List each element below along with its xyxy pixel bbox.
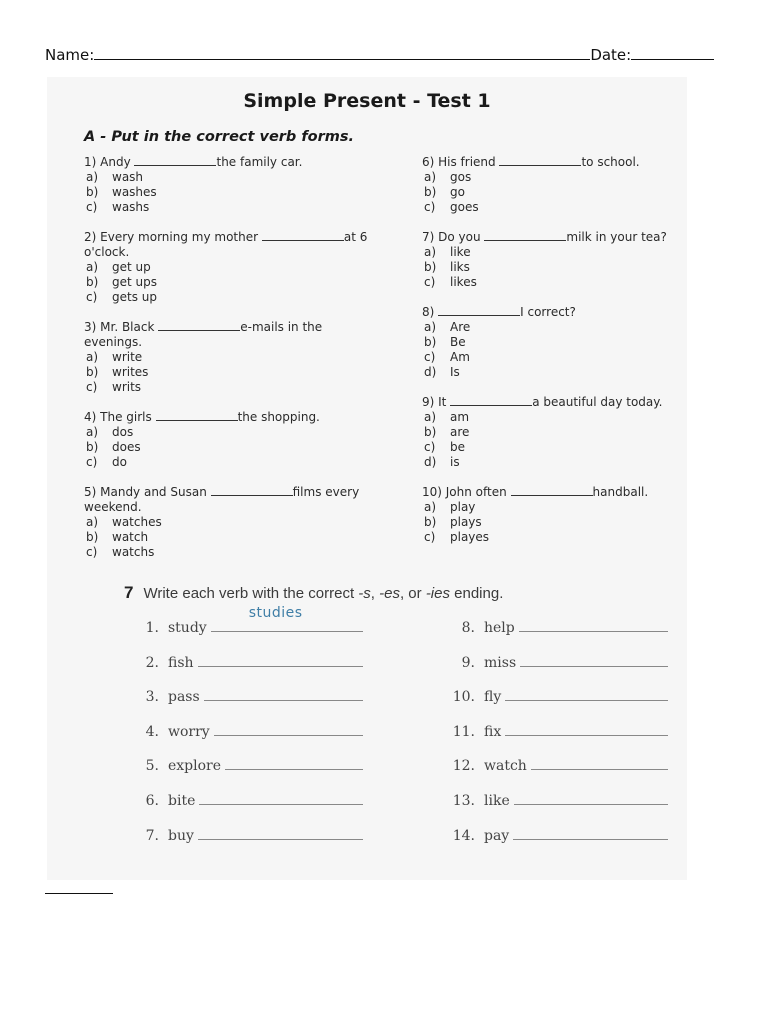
answer-line[interactable] bbox=[225, 755, 363, 770]
item-number: 13. bbox=[452, 793, 475, 809]
answer-option[interactable] bbox=[84, 260, 384, 275]
option-letter: b) bbox=[86, 185, 99, 199]
answer-blank[interactable] bbox=[134, 155, 216, 166]
answer-line[interactable] bbox=[505, 686, 668, 701]
question-prefix: 4) The girls bbox=[84, 410, 156, 424]
option-text: get ups bbox=[112, 275, 157, 289]
answer-line[interactable] bbox=[520, 652, 668, 667]
item-number: 6. bbox=[145, 793, 159, 809]
section-a-title: A - Put in the correct verb forms. bbox=[84, 129, 355, 145]
option-text: Am bbox=[450, 350, 470, 364]
option-letter: a) bbox=[424, 170, 437, 184]
option-letter: c) bbox=[86, 200, 98, 214]
answer-option[interactable] bbox=[422, 365, 692, 380]
item-verb: buy bbox=[168, 827, 194, 844]
answer-option[interactable] bbox=[422, 335, 692, 350]
verb-item bbox=[445, 755, 668, 774]
answer-option[interactable] bbox=[422, 440, 692, 455]
item-verb: pass bbox=[168, 689, 200, 706]
answer-option[interactable] bbox=[422, 320, 692, 335]
option-letter: c) bbox=[424, 350, 436, 364]
option-letter: a) bbox=[424, 320, 437, 334]
option-text: washs bbox=[112, 200, 150, 214]
option-letter: a) bbox=[86, 515, 99, 529]
option-text: like bbox=[450, 245, 471, 259]
answer-option[interactable] bbox=[84, 530, 384, 545]
verb-item bbox=[445, 790, 668, 809]
answer-option[interactable] bbox=[84, 275, 384, 290]
question-stem bbox=[422, 395, 692, 410]
option-text: watches bbox=[112, 515, 162, 529]
question-stem bbox=[84, 155, 384, 170]
option-letter: c) bbox=[424, 275, 436, 289]
answer-option[interactable] bbox=[422, 170, 692, 185]
answer-option[interactable] bbox=[84, 440, 384, 455]
option-letter: b) bbox=[424, 335, 437, 349]
verb-item bbox=[445, 686, 668, 705]
answer-line[interactable] bbox=[199, 790, 363, 805]
option-text: write bbox=[112, 350, 143, 364]
answer-option[interactable] bbox=[422, 410, 692, 425]
option-text: gets up bbox=[112, 290, 157, 304]
item-number: 10. bbox=[452, 689, 475, 706]
item-number: 5. bbox=[145, 758, 159, 775]
option-text: go bbox=[450, 185, 465, 199]
option-letter: c) bbox=[424, 530, 436, 544]
option-letter: c) bbox=[424, 440, 436, 454]
option-letter: b) bbox=[424, 185, 437, 199]
question-suffix: e-mails in the evenings. bbox=[84, 320, 323, 349]
answer-option[interactable] bbox=[422, 200, 692, 215]
item-number: 7. bbox=[145, 827, 159, 844]
question-item bbox=[422, 485, 692, 545]
option-letter: a) bbox=[86, 260, 99, 274]
answer-line[interactable] bbox=[198, 652, 363, 667]
question-suffix: films every weekend. bbox=[84, 485, 360, 514]
question-prefix: 5) Mandy and Susan bbox=[84, 485, 211, 499]
question-stem bbox=[422, 485, 692, 500]
verb-item bbox=[445, 617, 668, 636]
question-item bbox=[422, 230, 692, 290]
answer-option[interactable] bbox=[422, 515, 692, 530]
answer-line[interactable] bbox=[211, 605, 363, 632]
item-number: 9. bbox=[461, 654, 475, 671]
name-field[interactable] bbox=[94, 44, 590, 60]
item-number: 4. bbox=[145, 723, 159, 740]
question-prefix: 1) Andy bbox=[84, 155, 135, 169]
question-item bbox=[422, 155, 692, 215]
name-label: Name: bbox=[45, 46, 95, 64]
option-text: am bbox=[450, 410, 470, 424]
verb-item bbox=[135, 755, 363, 774]
item-verb: study bbox=[168, 620, 207, 636]
item-number: 1. bbox=[145, 620, 159, 636]
answer-option[interactable] bbox=[422, 455, 692, 470]
item-number: 3. bbox=[145, 689, 159, 706]
item-verb: fix bbox=[484, 723, 502, 740]
option-letter: b) bbox=[86, 440, 99, 454]
answer-blank[interactable] bbox=[450, 395, 532, 406]
answer-option[interactable] bbox=[84, 350, 384, 365]
option-text: washes bbox=[112, 185, 157, 199]
exercise-7-heading bbox=[124, 583, 503, 603]
question-item bbox=[84, 320, 384, 395]
answer-option[interactable] bbox=[422, 245, 692, 260]
exercise-7-instruction: Write each verb with the correct -s, -es, or -ies ending. bbox=[143, 585, 504, 602]
option-letter: c) bbox=[86, 290, 98, 304]
question-prefix: 3) Mr. Black bbox=[84, 320, 159, 334]
answer-option[interactable] bbox=[84, 545, 384, 560]
option-text: Be bbox=[450, 335, 466, 349]
option-text: get up bbox=[112, 260, 151, 274]
option-letter: b) bbox=[424, 515, 437, 529]
answer-blank[interactable] bbox=[438, 305, 520, 316]
question-item bbox=[422, 305, 692, 380]
question-prefix: 10) John often bbox=[422, 485, 511, 499]
question-stem bbox=[422, 155, 692, 170]
handwritten-answer: studies bbox=[248, 605, 303, 621]
answer-line[interactable] bbox=[531, 755, 668, 770]
name-date-header bbox=[45, 44, 725, 64]
verb-item bbox=[135, 652, 363, 671]
answer-line[interactable] bbox=[513, 825, 668, 840]
verb-item bbox=[135, 790, 363, 809]
answer-blank[interactable] bbox=[484, 230, 566, 241]
question-prefix: 8) bbox=[422, 305, 439, 319]
answer-line[interactable] bbox=[505, 721, 668, 736]
item-verb: like bbox=[484, 793, 510, 809]
question-stem bbox=[84, 320, 384, 350]
option-letter: b) bbox=[86, 275, 99, 289]
question-stem bbox=[84, 230, 384, 260]
option-text: plays bbox=[450, 515, 482, 529]
answer-option[interactable] bbox=[422, 500, 692, 515]
question-prefix: 7) Do you bbox=[422, 230, 485, 244]
item-number: 14. bbox=[452, 827, 475, 844]
verb-item bbox=[135, 721, 363, 740]
option-text: does bbox=[112, 440, 141, 454]
option-letter: c) bbox=[86, 380, 98, 394]
option-text: be bbox=[450, 440, 465, 454]
answer-line[interactable] bbox=[204, 686, 363, 701]
item-verb: miss bbox=[484, 654, 517, 671]
answer-line[interactable] bbox=[198, 825, 363, 840]
answer-option[interactable] bbox=[422, 185, 692, 200]
answer-blank[interactable] bbox=[262, 230, 344, 241]
option-text: playes bbox=[450, 530, 490, 544]
question-prefix: 9) It bbox=[422, 395, 451, 409]
answer-option[interactable] bbox=[422, 260, 692, 275]
answer-line[interactable] bbox=[514, 790, 668, 805]
option-text: goes bbox=[450, 200, 479, 214]
item-verb: pay bbox=[484, 827, 510, 844]
question-item bbox=[422, 395, 692, 470]
question-item bbox=[84, 155, 384, 215]
question-suffix: a beautiful day today. bbox=[532, 395, 663, 409]
option-text: Are bbox=[450, 320, 471, 334]
item-number: 8. bbox=[461, 620, 475, 636]
option-letter: b) bbox=[424, 425, 437, 439]
option-text: gos bbox=[450, 170, 472, 184]
question-suffix: milk in your tea? bbox=[566, 230, 667, 244]
option-letter: b) bbox=[86, 530, 99, 544]
item-verb: worry bbox=[168, 723, 210, 740]
option-letter: a) bbox=[86, 350, 99, 364]
worksheet bbox=[47, 77, 687, 880]
option-letter: b) bbox=[86, 365, 99, 379]
item-number: 2. bbox=[145, 654, 159, 671]
option-text: writes bbox=[112, 365, 149, 379]
answer-line[interactable] bbox=[214, 721, 363, 736]
question-item bbox=[84, 410, 384, 470]
answer-blank[interactable] bbox=[511, 485, 593, 496]
question-stem bbox=[84, 410, 384, 425]
question-stem bbox=[422, 230, 692, 245]
question-item bbox=[84, 230, 384, 305]
question-suffix: to school. bbox=[581, 155, 640, 169]
answer-option[interactable] bbox=[422, 425, 692, 440]
option-text: play bbox=[450, 500, 476, 514]
answer-option[interactable] bbox=[84, 455, 384, 470]
answer-blank[interactable] bbox=[158, 320, 240, 331]
verb-item bbox=[445, 652, 668, 671]
option-text: wash bbox=[112, 170, 144, 184]
question-prefix: 6) His friend bbox=[422, 155, 500, 169]
option-letter: a) bbox=[86, 170, 99, 184]
option-letter: d) bbox=[424, 365, 437, 379]
answer-option[interactable] bbox=[84, 200, 384, 215]
question-stem bbox=[84, 485, 384, 515]
item-verb: watch bbox=[484, 758, 527, 775]
answer-option[interactable] bbox=[84, 290, 384, 305]
answer-blank[interactable] bbox=[211, 485, 293, 496]
answer-option[interactable] bbox=[422, 275, 692, 290]
option-letter: a) bbox=[424, 500, 437, 514]
verb-item bbox=[445, 721, 668, 740]
option-text: watch bbox=[112, 530, 149, 544]
item-verb: fish bbox=[168, 654, 194, 671]
answer-blank[interactable] bbox=[156, 410, 238, 421]
option-text: is bbox=[450, 455, 460, 469]
option-text: are bbox=[450, 425, 470, 439]
item-number: 11. bbox=[452, 723, 475, 740]
question-stem bbox=[422, 305, 692, 320]
option-letter: c) bbox=[86, 545, 98, 559]
answer-line[interactable] bbox=[519, 617, 668, 632]
item-verb: fly bbox=[484, 689, 502, 706]
exercise-7-number: 7 bbox=[124, 583, 134, 602]
question-suffix: the shopping. bbox=[237, 410, 320, 424]
answer-option[interactable] bbox=[84, 380, 384, 395]
item-verb: help bbox=[484, 620, 515, 636]
question-prefix: 2) Every morning my mother bbox=[84, 230, 262, 244]
option-letter: c) bbox=[86, 455, 98, 469]
verb-item bbox=[135, 605, 363, 636]
question-suffix: at 6 o'clock. bbox=[84, 230, 368, 259]
answer-option[interactable] bbox=[84, 365, 384, 380]
option-letter: a) bbox=[424, 245, 437, 259]
option-text: dos bbox=[112, 425, 134, 439]
answer-option[interactable] bbox=[422, 350, 692, 365]
option-text: Is bbox=[450, 365, 460, 379]
answer-option[interactable] bbox=[84, 170, 384, 185]
answer-option[interactable] bbox=[84, 185, 384, 200]
option-text: writs bbox=[112, 380, 142, 394]
verb-item bbox=[135, 686, 363, 705]
answer-option[interactable] bbox=[84, 515, 384, 530]
option-letter: a) bbox=[86, 425, 99, 439]
date-label: Date: bbox=[590, 46, 632, 64]
question-suffix: the family car. bbox=[216, 155, 303, 169]
date-field[interactable] bbox=[631, 44, 714, 60]
option-letter: d) bbox=[424, 455, 437, 469]
option-text: watchs bbox=[112, 545, 155, 559]
verb-item bbox=[135, 825, 363, 844]
answer-option[interactable] bbox=[84, 425, 384, 440]
option-letter: a) bbox=[424, 410, 437, 424]
item-verb: bite bbox=[168, 793, 196, 809]
verb-item bbox=[445, 825, 668, 844]
option-text: do bbox=[112, 455, 127, 469]
worksheet-title: Simple Present - Test 1 bbox=[243, 90, 491, 112]
item-verb: explore bbox=[168, 758, 222, 775]
question-item bbox=[84, 485, 384, 560]
option-letter: c) bbox=[424, 200, 436, 214]
question-suffix: I correct? bbox=[520, 305, 576, 319]
question-suffix: handball. bbox=[592, 485, 649, 499]
option-letter: b) bbox=[424, 260, 437, 274]
answer-option[interactable] bbox=[422, 530, 692, 545]
option-text: likes bbox=[450, 275, 477, 289]
option-text: liks bbox=[450, 260, 470, 274]
footer-rule bbox=[45, 893, 113, 894]
answer-blank[interactable] bbox=[499, 155, 581, 166]
item-number: 12. bbox=[452, 758, 475, 775]
